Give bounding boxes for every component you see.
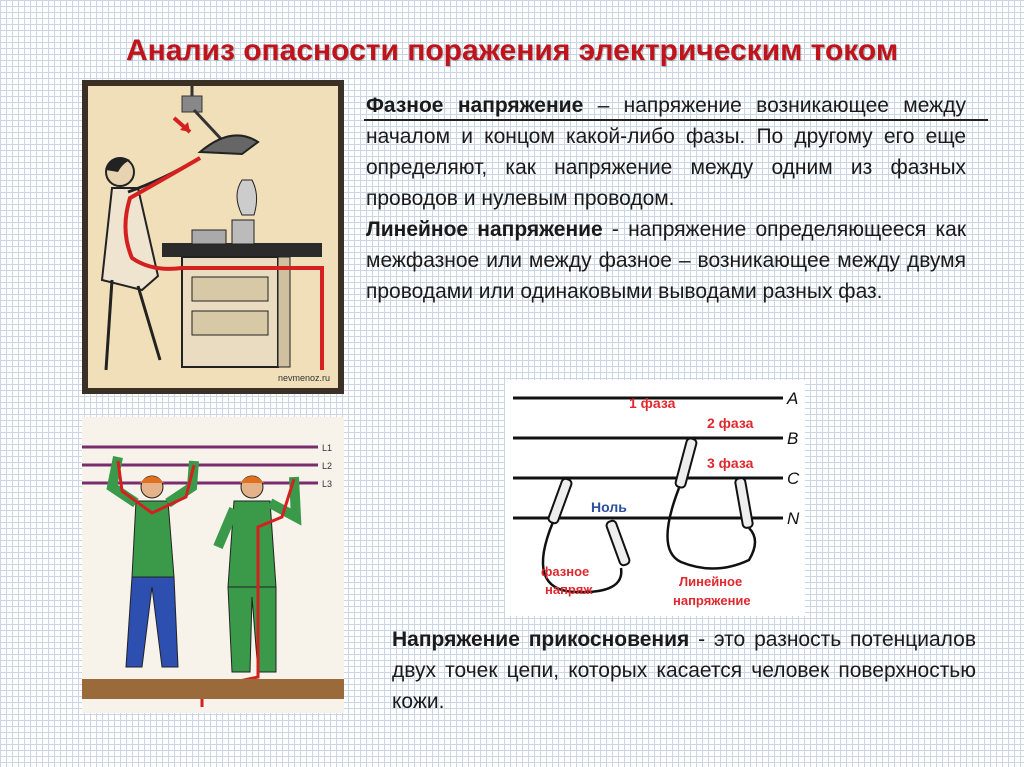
kitchen-shock-illustration [82, 80, 344, 394]
voltage-diagram-svg [505, 380, 805, 616]
phase-voltage-label-2: напряж [545, 582, 593, 597]
slide-title: Анализ опасности поражения электрическим током [125, 34, 899, 67]
phase-label-1: 1 фаза [629, 395, 676, 411]
phase-label-3: 3 фаза [707, 455, 754, 471]
watermark: nevmenoz.ru [278, 373, 331, 383]
wire-label-l1: L1 [322, 443, 333, 453]
voltage-diagram [505, 380, 805, 616]
neutral-label: Ноль [591, 499, 627, 515]
phase-label-2: 2 фаза [707, 415, 754, 431]
line-voltage-term: Линейное напряжение [366, 218, 603, 241]
line-label-n: N [787, 509, 800, 528]
touch-voltage-term: Напряжение прикосновения [392, 628, 690, 651]
line-label-c: C [787, 469, 800, 488]
line-voltage-label-2: напряжение [673, 593, 751, 608]
phase-voltage-label-1: фазное [541, 564, 590, 579]
definition-bottom [392, 624, 976, 717]
line-label-b: B [787, 429, 799, 448]
touch-voltage-text: - это разность потенциалов двух точек цепи, которых касается человек поверхностью кожи. [392, 628, 976, 713]
line-voltage-label-1: Линейное [679, 574, 743, 589]
phase-voltage-definition [366, 90, 966, 214]
touch-voltage-definition [392, 624, 976, 717]
line-label-a: A [787, 389, 799, 408]
wire-label-l2: L2 [322, 461, 333, 471]
workers-shock-illustration [82, 417, 344, 713]
phase-voltage-text: – напряжение возникающее между началом и концом какой-либо фазы. По другому его еще определяют, как напряжение между одним из фазных проводов и нулевым проводом. [366, 94, 966, 210]
phase-voltage-term: Фазное напряжение [366, 94, 584, 117]
wire-label-l3: L3 [322, 479, 333, 489]
line-voltage-text: - напряжение определяющееся как межфазное или между фазное – возникающее между двумя проводами или одинаковыми выводами разных фаз. [366, 218, 967, 303]
definitions-top [366, 90, 966, 307]
line-voltage-definition [366, 214, 966, 307]
